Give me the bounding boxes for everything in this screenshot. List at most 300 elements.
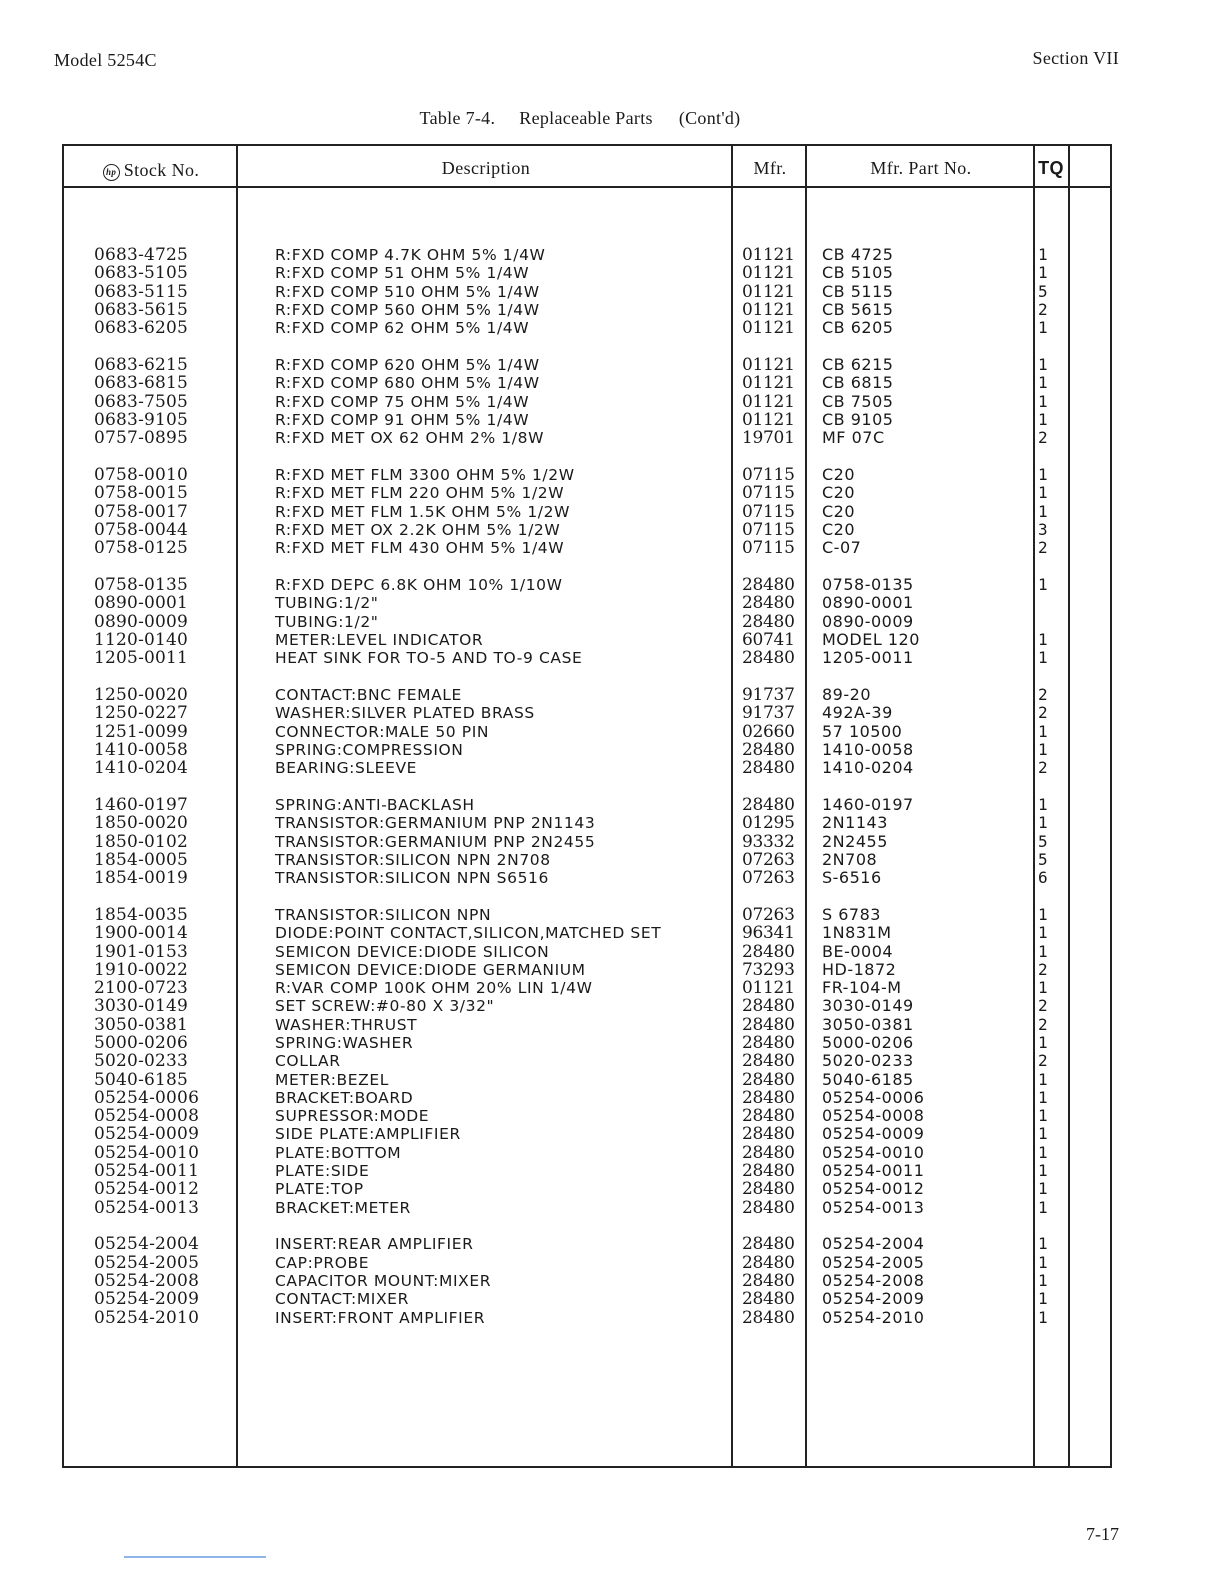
description-cell: R:FXD COMP 51 OHM 5% 1/4W	[275, 264, 530, 283]
description-cell: TRANSISTOR:SILICON NPN S6516	[275, 869, 549, 888]
table-row	[0, 503, 1224, 521]
tq-cell: 6	[1038, 868, 1048, 888]
table-row	[0, 319, 1224, 337]
stock-number-cell: 1410-0058	[94, 739, 189, 760]
stock-number-cell: 0758-0017	[94, 501, 189, 522]
stock-number-cell: 1251-0099	[94, 721, 189, 742]
stock-number-cell: 05254-2010	[94, 1307, 200, 1328]
stock-number-cell: 05254-2009	[94, 1289, 200, 1310]
mfr-part-cell: 3030-0149	[822, 996, 914, 1016]
mfr-part-cell: MF 07C	[822, 428, 885, 448]
stock-number-cell: 05254-0013	[94, 1197, 200, 1218]
description-cell: SET SCREW:#0-80 X 3/32"	[275, 997, 495, 1016]
stock-number-cell: 1120-0140	[94, 629, 189, 650]
table-row	[0, 1254, 1224, 1272]
tq-cell: 2	[1038, 758, 1048, 778]
mfr-part-cell: C20	[822, 464, 856, 484]
stock-number-cell: 05254-2005	[94, 1252, 200, 1273]
bottom-mark	[124, 1556, 266, 1558]
tq-cell: 1	[1038, 813, 1048, 833]
mfr-part-cell: 2N708	[822, 849, 878, 869]
table-row	[0, 1180, 1224, 1198]
tq-cell: 1	[1038, 1142, 1048, 1162]
tq-cell: 5	[1038, 849, 1048, 869]
stock-number-cell: 0683-5615	[94, 299, 189, 320]
description-cell: SPRING:COMPRESSION	[275, 740, 464, 759]
mfr-cell: 28480	[742, 1069, 795, 1090]
mfr-cell: 28480	[742, 1051, 795, 1072]
table-row	[0, 723, 1224, 741]
tq-cell: 1	[1038, 409, 1048, 429]
mfr-cell: 73293	[742, 959, 795, 980]
tq-cell: 1	[1038, 1271, 1048, 1291]
mfr-part-cell: 05254-0010	[822, 1142, 925, 1162]
mfr-part-cell: C20	[822, 501, 856, 521]
mfr-cell: 01121	[742, 409, 795, 430]
description-cell: SEMICON DEVICE:DIODE GERMANIUM	[275, 960, 586, 979]
description-cell: R:FXD MET FLM 220 OHM 5% 1/2W	[275, 484, 565, 503]
mfr-part-cell: CB 5115	[822, 281, 894, 301]
mfr-cell: 01295	[742, 813, 795, 834]
row-group	[0, 466, 1224, 557]
stock-number-cell: 0758-0010	[94, 464, 189, 485]
table-row	[0, 741, 1224, 759]
page-number: 7-17	[1086, 1524, 1119, 1544]
table-row	[0, 246, 1224, 264]
stock-number-cell: 05254-2004	[94, 1234, 200, 1255]
stock-number-cell: 0683-4725	[94, 245, 189, 265]
mfr-part-cell: 5020-0233	[822, 1051, 914, 1071]
column-header-stock-label: Stock No.	[123, 160, 200, 180]
tq-cell: 1	[1038, 483, 1048, 503]
table-suffix: (Cont'd)	[678, 108, 741, 128]
tq-cell: 2	[1038, 1051, 1048, 1071]
mfr-cell: 28480	[742, 648, 795, 669]
tq-cell: 2	[1038, 996, 1048, 1016]
tq-cell: 1	[1038, 1179, 1048, 1199]
stock-number-cell: 0758-0015	[94, 483, 189, 504]
table-row	[0, 521, 1224, 539]
description-cell: R:FXD MET OX 62 OHM 2% 1/8W	[275, 429, 545, 448]
mfr-part-cell: C-07	[822, 538, 862, 558]
stock-number-cell: 1850-0020	[94, 813, 189, 834]
description-cell: BRACKET:METER	[275, 1198, 411, 1217]
table-row	[0, 833, 1224, 851]
stock-number-cell: 1250-0020	[94, 684, 189, 705]
table-row	[0, 796, 1224, 814]
stock-number-cell: 1854-0035	[94, 904, 189, 925]
table-row	[0, 1089, 1224, 1107]
description-cell: R:FXD COMP 620 OHM 5% 1/4W	[275, 355, 540, 374]
mfr-part-cell: BE-0004	[822, 941, 894, 961]
row-group	[0, 246, 1224, 337]
description-cell: METER:BEZEL	[275, 1070, 390, 1089]
column-header-mfr-part: Mfr. Part No.	[870, 158, 972, 178]
table-row	[0, 649, 1224, 667]
mfr-part-cell: 1N831M	[822, 923, 892, 943]
header-rule	[62, 186, 1112, 188]
mfr-part-cell: 1410-0204	[822, 758, 914, 778]
table-row	[0, 1107, 1224, 1125]
row-group	[0, 576, 1224, 667]
description-cell: WASHER:SILVER PLATED BRASS	[275, 704, 535, 723]
mfr-cell: 01121	[742, 299, 795, 320]
mfr-part-cell: HD-1872	[822, 959, 897, 979]
table-row	[0, 283, 1224, 301]
mfr-cell: 28480	[742, 758, 795, 779]
description-cell: CAPACITOR MOUNT:MIXER	[275, 1272, 492, 1291]
mfr-part-cell: 05254-0011	[822, 1161, 925, 1181]
table-row	[0, 576, 1224, 594]
mfr-part-cell: 0890-0009	[822, 611, 914, 631]
table-row	[0, 869, 1224, 887]
mfr-part-cell: 05254-0009	[822, 1124, 925, 1144]
tq-cell: 2	[1038, 428, 1048, 448]
stock-number-cell: 1854-0019	[94, 868, 189, 889]
mfr-cell: 28480	[742, 1087, 795, 1108]
tq-cell: 1	[1038, 1106, 1048, 1126]
mfr-cell: 28480	[742, 1106, 795, 1127]
column-header-tq: TQ	[1038, 158, 1064, 178]
mfr-part-cell: 0890-0001	[822, 593, 914, 613]
table-row	[0, 1235, 1224, 1253]
tq-cell: 1	[1038, 1289, 1048, 1309]
mfr-part-cell: 05254-0013	[822, 1197, 925, 1217]
table-row	[0, 594, 1224, 612]
mfr-cell: 28480	[742, 1307, 795, 1328]
description-cell: R:FXD COMP 560 OHM 5% 1/4W	[275, 300, 540, 319]
mfr-cell: 28480	[742, 1142, 795, 1163]
mfr-part-cell: 5040-6185	[822, 1069, 914, 1089]
mfr-part-cell: CB 6215	[822, 354, 894, 374]
mfr-cell: 01121	[742, 391, 795, 412]
mfr-cell: 91737	[742, 684, 795, 705]
stock-number-cell: 0758-0135	[94, 574, 189, 595]
mfr-part-cell: 3050-0381	[822, 1014, 914, 1034]
tq-cell: 1	[1038, 978, 1048, 998]
description-cell: SIDE PLATE:AMPLIFIER	[275, 1125, 461, 1144]
stock-number-cell: 3050-0381	[94, 1014, 189, 1035]
stock-number-cell: 0890-0009	[94, 611, 189, 632]
table-number: Table 7-4.	[419, 108, 496, 128]
mfr-cell: 28480	[742, 1124, 795, 1145]
row-group	[0, 796, 1224, 887]
tq-cell: 1	[1038, 923, 1048, 943]
table-row	[0, 943, 1224, 961]
mfr-part-cell: 0758-0135	[822, 574, 914, 594]
mfr-cell: 28480	[742, 1271, 795, 1292]
description-cell: TRANSISTOR:SILICON NPN 2N708	[275, 850, 551, 869]
description-cell: R:FXD DEPC 6.8K OHM 10% 1/10W	[275, 575, 563, 594]
table-row	[0, 1071, 1224, 1089]
mfr-part-cell: CB 5105	[822, 263, 894, 283]
stock-number-cell: 1250-0227	[94, 703, 189, 724]
mfr-part-cell: 05254-2008	[822, 1271, 925, 1291]
mfr-cell: 28480	[742, 611, 795, 632]
table-row	[0, 979, 1224, 997]
tq-cell: 3	[1038, 519, 1048, 539]
parts-table-body	[0, 246, 1224, 1345]
row-group	[0, 686, 1224, 777]
table-row	[0, 906, 1224, 924]
table-row	[0, 924, 1224, 942]
table-row	[0, 301, 1224, 319]
mfr-part-cell: CB 4725	[822, 245, 894, 264]
tq-cell: 1	[1038, 1161, 1048, 1181]
section-header: Section VII	[1032, 48, 1119, 68]
stock-number-cell: 0683-9105	[94, 409, 189, 430]
column-header-description: Description	[441, 158, 531, 178]
table-row	[0, 686, 1224, 704]
stock-number-cell: 05254-0011	[94, 1161, 200, 1182]
tq-cell: 1	[1038, 354, 1048, 374]
table-row	[0, 961, 1224, 979]
stock-number-cell: 0683-5115	[94, 281, 189, 302]
tq-cell: 1	[1038, 629, 1048, 649]
mfr-cell: 07263	[742, 868, 795, 889]
table-row	[0, 704, 1224, 722]
description-cell: CONTACT:MIXER	[275, 1290, 409, 1309]
mfr-cell: 01121	[742, 281, 795, 302]
mfr-cell: 07115	[742, 519, 795, 540]
mfr-part-cell: C20	[822, 483, 856, 503]
tq-cell: 1	[1038, 574, 1048, 594]
description-cell: R:FXD MET FLM 3300 OHM 5% 1/2W	[275, 465, 575, 484]
description-cell: SPRING:WASHER	[275, 1033, 414, 1052]
tq-cell: 1	[1038, 1124, 1048, 1144]
mfr-cell: 28480	[742, 1234, 795, 1255]
mfr-part-cell: 5000-0206	[822, 1032, 914, 1052]
tq-cell: 1	[1038, 245, 1048, 264]
stock-number-cell: 1854-0005	[94, 849, 189, 870]
mfr-cell: 07263	[742, 849, 795, 870]
mfr-cell: 07115	[742, 464, 795, 485]
mfr-cell: 96341	[742, 923, 795, 944]
column-header-stock	[64, 160, 238, 181]
table-row	[0, 356, 1224, 374]
tq-cell: 1	[1038, 1032, 1048, 1052]
stock-number-cell: 05254-2008	[94, 1271, 200, 1292]
mfr-part-cell: S 6783	[822, 904, 881, 924]
stock-number-cell: 05254-0010	[94, 1142, 200, 1163]
table-row	[0, 1272, 1224, 1290]
mfr-part-cell: CB 6205	[822, 318, 894, 338]
stock-number-cell: 0683-6215	[94, 354, 189, 375]
mfr-cell: 28480	[742, 1032, 795, 1053]
tq-cell: 1	[1038, 1252, 1048, 1272]
description-cell: TUBING:1/2"	[275, 594, 379, 613]
mfr-part-cell: 492A-39	[822, 703, 893, 723]
description-cell: SPRING:ANTI-BACKLASH	[275, 795, 475, 814]
tq-cell: 1	[1038, 263, 1048, 283]
table-row	[0, 264, 1224, 282]
description-cell: INSERT:FRONT AMPLIFIER	[275, 1308, 486, 1327]
stock-number-cell: 1900-0014	[94, 923, 189, 944]
description-cell: COLLAR	[275, 1052, 341, 1071]
mfr-part-cell: CB 7505	[822, 391, 894, 411]
stock-number-cell: 1850-0102	[94, 831, 189, 852]
stock-number-cell: 2100-0723	[94, 978, 189, 999]
mfr-cell: 28480	[742, 1161, 795, 1182]
mfr-cell: 28480	[742, 1197, 795, 1218]
table-row	[0, 1309, 1224, 1327]
table-row	[0, 1290, 1224, 1308]
description-cell: CONNECTOR:MALE 50 PIN	[275, 722, 490, 741]
tq-cell: 1	[1038, 373, 1048, 393]
stock-number-cell: 05254-0012	[94, 1179, 200, 1200]
tq-cell: 1	[1038, 1087, 1048, 1107]
description-cell: R:FXD MET FLM 1.5K OHM 5% 1/2W	[275, 502, 571, 521]
description-cell: PLATE:SIDE	[275, 1162, 370, 1181]
mfr-part-cell: CB 9105	[822, 409, 894, 429]
description-cell: TRANSISTOR:GERMANIUM PNP 2N2455	[275, 832, 596, 851]
stock-number-cell: 5040-6185	[94, 1069, 189, 1090]
stock-number-cell: 1410-0204	[94, 758, 189, 779]
stock-number-cell: 05254-0008	[94, 1106, 200, 1127]
description-cell: BRACKET:BOARD	[275, 1088, 414, 1107]
mfr-cell: 01121	[742, 373, 795, 394]
tq-cell: 1	[1038, 739, 1048, 759]
description-cell: R:FXD MET OX 2.2K OHM 5% 1/2W	[275, 520, 561, 539]
description-cell: R:FXD COMP 75 OHM 5% 1/4W	[275, 392, 530, 411]
description-cell: R:FXD COMP 680 OHM 5% 1/4W	[275, 374, 540, 393]
hp-logo-icon: hp	[103, 164, 120, 181]
tq-cell: 1	[1038, 648, 1048, 668]
table-row	[0, 613, 1224, 631]
stock-number-cell: 5020-0233	[94, 1051, 189, 1072]
tq-cell: 1	[1038, 501, 1048, 521]
stock-number-cell: 1910-0022	[94, 959, 189, 980]
mfr-cell: 93332	[742, 831, 795, 852]
tq-cell: 1	[1038, 721, 1048, 741]
description-cell: R:FXD COMP 91 OHM 5% 1/4W	[275, 410, 530, 429]
mfr-part-cell: 05254-0006	[822, 1087, 925, 1107]
tq-cell: 1	[1038, 318, 1048, 338]
table-row	[0, 1199, 1224, 1217]
mfr-cell: 28480	[742, 996, 795, 1017]
mfr-part-cell: CB 5615	[822, 299, 894, 319]
row-group	[0, 1235, 1224, 1326]
mfr-cell: 07115	[742, 483, 795, 504]
mfr-part-cell: 2N1143	[822, 813, 888, 833]
stock-number-cell: 1205-0011	[94, 648, 189, 669]
description-cell: PLATE:TOP	[275, 1180, 364, 1199]
table-row	[0, 411, 1224, 429]
table-row	[0, 759, 1224, 777]
stock-number-cell: 0890-0001	[94, 593, 189, 614]
mfr-cell: 60741	[742, 629, 795, 650]
stock-number-cell: 3030-0149	[94, 996, 189, 1017]
description-cell: CAP:PROBE	[275, 1253, 370, 1272]
table-row	[0, 997, 1224, 1015]
description-cell: SEMICON DEVICE:DIODE SILICON	[275, 942, 550, 961]
mfr-part-cell: 1205-0011	[822, 648, 914, 668]
stock-number-cell: 0758-0125	[94, 538, 189, 559]
description-cell: CONTACT:BNC FEMALE	[275, 685, 462, 704]
mfr-cell: 28480	[742, 794, 795, 815]
mfr-cell: 07263	[742, 904, 795, 925]
mfr-part-cell: 1410-0058	[822, 739, 914, 759]
tq-cell: 1	[1038, 1307, 1048, 1327]
tq-cell: 1	[1038, 941, 1048, 961]
mfr-part-cell: 1460-0197	[822, 794, 914, 814]
description-cell: R:FXD COMP 62 OHM 5% 1/4W	[275, 319, 530, 338]
mfr-part-cell: 05254-0008	[822, 1106, 925, 1126]
stock-number-cell: 0683-6815	[94, 373, 189, 394]
mfr-cell: 28480	[742, 1179, 795, 1200]
description-cell: R:VAR COMP 100K OHM 20% LIN 1/4W	[275, 979, 593, 998]
description-cell: BEARING:SLEEVE	[275, 759, 418, 778]
stock-number-cell: 05254-0009	[94, 1124, 200, 1145]
mfr-part-cell: FR-104-M	[822, 978, 902, 998]
mfr-cell: 02660	[742, 721, 795, 742]
table-row	[0, 484, 1224, 502]
table-row	[0, 1034, 1224, 1052]
description-cell: DIODE:POINT CONTACT,SILICON,MATCHED SET	[275, 924, 662, 943]
description-cell: HEAT SINK FOR TO-5 AND TO-9 CASE	[275, 649, 583, 668]
table-row	[0, 374, 1224, 392]
table-row	[0, 631, 1224, 649]
description-cell: TRANSISTOR:GERMANIUM PNP 2N1143	[275, 814, 596, 833]
table-row	[0, 851, 1224, 869]
mfr-cell: 28480	[742, 1252, 795, 1273]
row-group	[0, 356, 1224, 447]
stock-number-cell: 0683-7505	[94, 391, 189, 412]
mfr-part-cell: S-6516	[822, 868, 882, 888]
tq-cell: 1	[1038, 1069, 1048, 1089]
stock-number-cell: 0683-5105	[94, 263, 189, 284]
mfr-cell: 28480	[742, 574, 795, 595]
column-header-mfr: Mfr.	[753, 158, 787, 178]
tq-cell: 2	[1038, 299, 1048, 319]
tq-cell: 2	[1038, 959, 1048, 979]
tq-cell: 1	[1038, 794, 1048, 814]
stock-number-cell: 05254-0006	[94, 1087, 200, 1108]
description-cell: WASHER:THRUST	[275, 1015, 418, 1034]
mfr-cell: 07115	[742, 538, 795, 559]
mfr-part-cell: 57 10500	[822, 721, 903, 741]
description-cell: R:FXD COMP 4.7K OHM 5% 1/4W	[275, 246, 546, 264]
description-cell: INSERT:REAR AMPLIFIER	[275, 1235, 474, 1254]
table-name: Replaceable Parts	[519, 108, 653, 128]
mfr-cell: 01121	[742, 354, 795, 375]
mfr-part-cell: 2N2455	[822, 831, 888, 851]
mfr-cell: 28480	[742, 1289, 795, 1310]
stock-number-cell: 5000-0206	[94, 1032, 189, 1053]
mfr-part-cell: 05254-2010	[822, 1307, 925, 1327]
table-row	[0, 393, 1224, 411]
table-row	[0, 1052, 1224, 1070]
table-row	[0, 1162, 1224, 1180]
mfr-cell: 07115	[742, 501, 795, 522]
mfr-cell: 01121	[742, 318, 795, 339]
table-row	[0, 1016, 1224, 1034]
stock-number-cell: 1901-0153	[94, 941, 189, 962]
tq-cell: 2	[1038, 684, 1048, 704]
description-cell: R:FXD COMP 510 OHM 5% 1/4W	[275, 282, 540, 301]
table-title	[0, 108, 1160, 129]
description-cell: TUBING:1/2"	[275, 612, 379, 631]
tq-cell: 1	[1038, 464, 1048, 484]
stock-number-cell: 0758-0044	[94, 519, 189, 540]
stock-number-cell: 1460-0197	[94, 794, 189, 815]
mfr-part-cell: 05254-2005	[822, 1252, 925, 1272]
mfr-cell: 19701	[742, 428, 795, 449]
model-header: Model 5254C	[54, 50, 157, 70]
description-cell: PLATE:BOTTOM	[275, 1143, 402, 1162]
mfr-cell: 28480	[742, 1014, 795, 1035]
stock-number-cell: 0683-6205	[94, 318, 189, 339]
